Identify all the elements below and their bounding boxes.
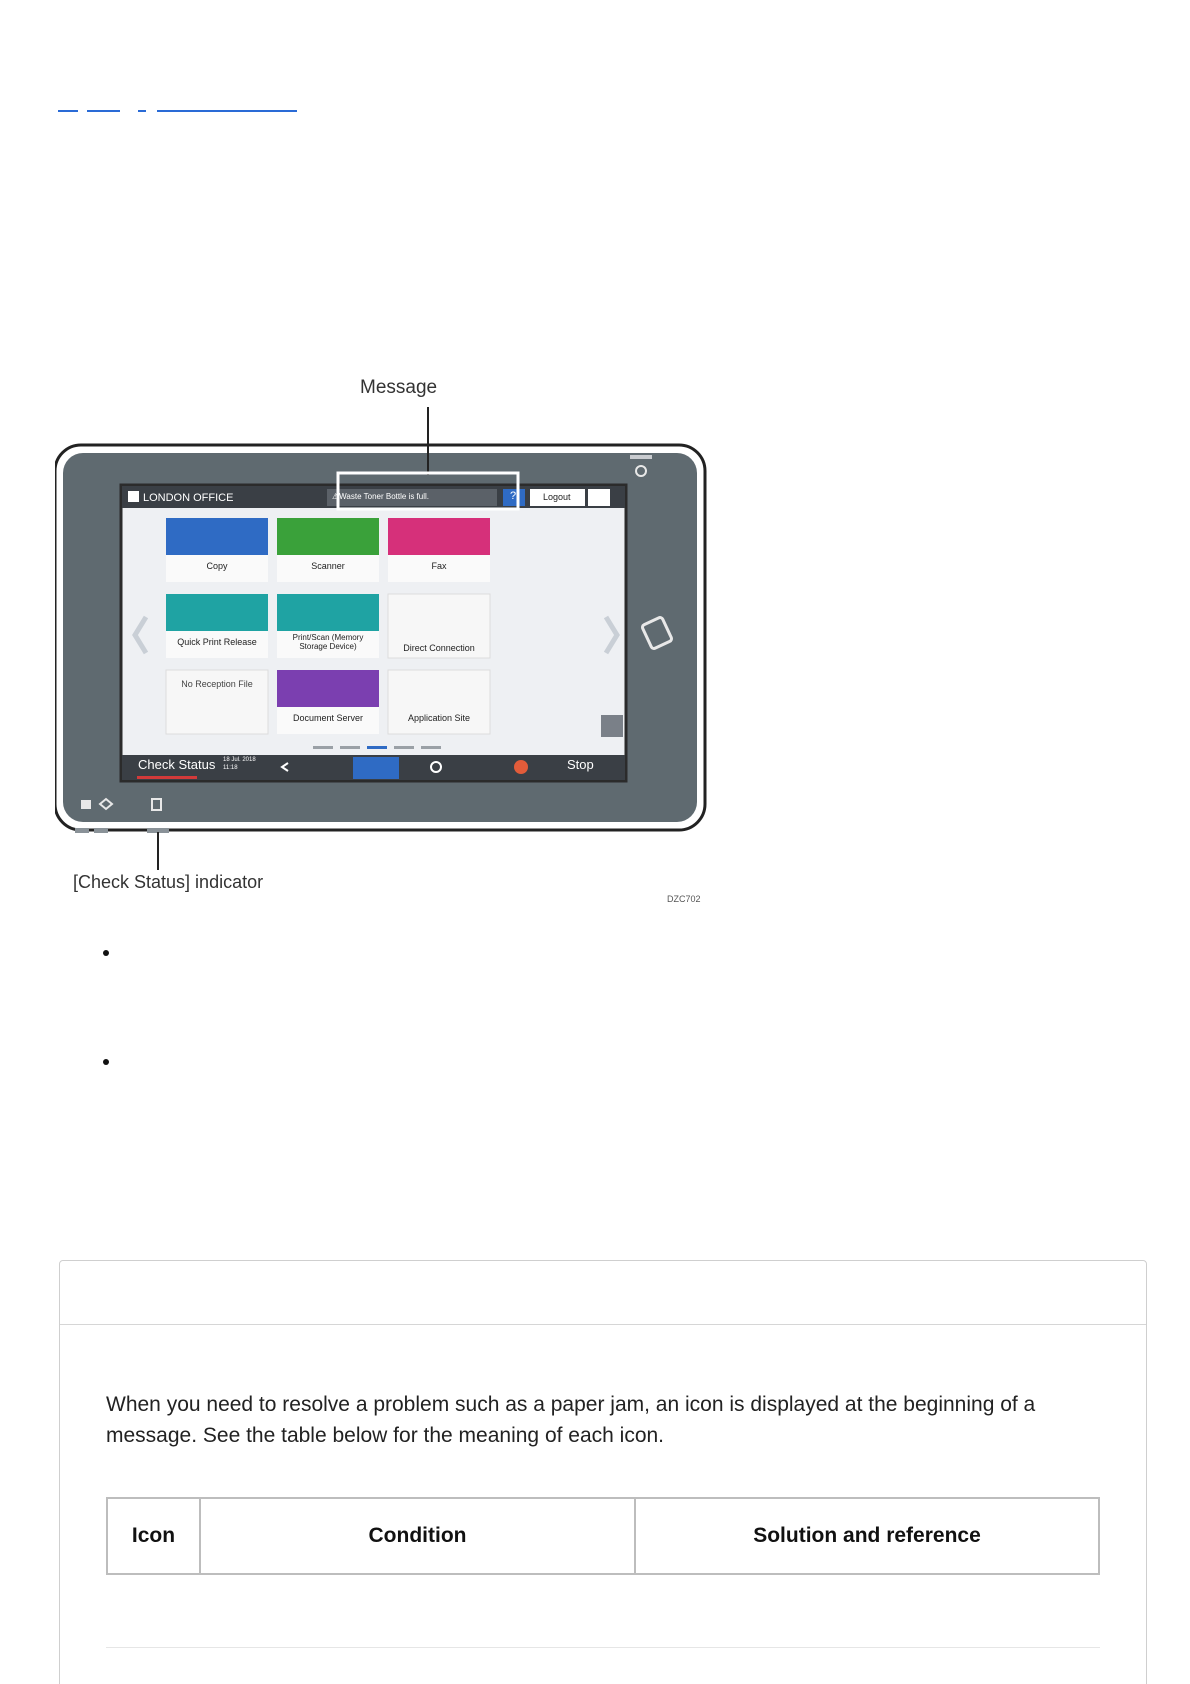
breadcrumb-link-separator[interactable] [138,110,146,112]
check-status-underline [137,776,197,779]
user-icon [128,491,139,502]
check-status-button-label[interactable]: Check Status [138,757,216,772]
breadcrumb-link-home[interactable] [58,110,78,112]
breadcrumb-link-section[interactable] [87,110,120,112]
table-header-row [107,1498,1099,1574]
stop-icon [514,760,528,774]
app-print-scan-label[interactable]: Print/Scan (Memory Storage Device) [292,633,364,651]
panel-header [60,1261,1146,1325]
breadcrumb-link-current[interactable] [157,110,297,112]
home-button [353,757,399,779]
check-status-indicator-callout-label: [Check Status] indicator [73,872,264,892]
icon-meaning-table [106,1497,1100,1575]
app-fax-label[interactable]: Fax [431,561,447,571]
data-in-indicator-icon [81,800,91,809]
table-header-icon: Icon [107,1498,200,1574]
application-site-tile [388,670,490,734]
screen-help-label[interactable]: ? [510,490,517,502]
app-direct-connection-label[interactable]: Direct Connection [403,643,475,653]
status-time: 11:18 [223,765,238,771]
energy-saver-button [588,489,610,506]
image-code: DZC702 [667,894,701,904]
message-callout-label: Message [360,377,438,398]
control-panel-figure [55,377,715,920]
app-copy-label[interactable]: Copy [206,561,228,571]
bullet-marker [103,950,109,956]
table-header-solution: Solution and reference [635,1498,1099,1574]
bullet-marker [103,1059,109,1065]
status-date: 18 Jul. 2018 [223,757,256,763]
control-panel-illustration [55,395,715,920]
app-application-site-label[interactable]: Application Site [407,713,471,723]
table-row-divider [106,1647,1100,1648]
screen-message-text: ⚠Waste Toner Bottle is full. [332,492,429,501]
app-quick-print-release-label[interactable]: Quick Print Release [177,637,257,647]
screen-logout-label[interactable]: Logout [543,492,571,502]
app-scanner-label[interactable]: Scanner [311,561,345,571]
table-header-condition: Condition [200,1498,635,1574]
app-list-icon [601,715,623,737]
app-document-server-label[interactable]: Document Server [292,713,364,723]
app-no-reception-file-label[interactable]: No Reception File [181,679,253,689]
stop-button-label[interactable]: Stop [567,757,594,772]
panel-intro-text: When you need to resolve a problem such as a paper jam, an icon is displayed at the beginning of a message. See the table below for the meaning of each icon. [106,1393,1036,1447]
message-icons-panel [59,1260,1147,1684]
screen-user-name: LONDON OFFICE [143,492,234,504]
